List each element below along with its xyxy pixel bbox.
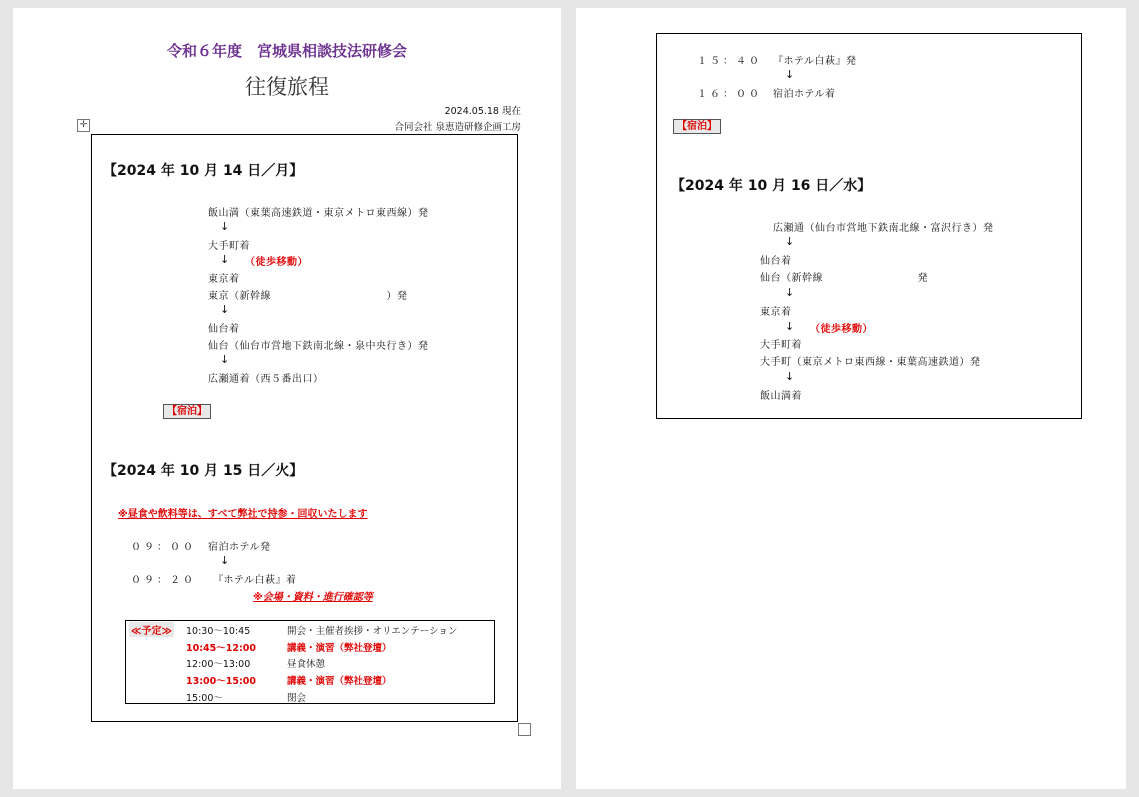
day2-header: 【2024 年 10 月 15 日／火】 [103, 463, 304, 479]
lunch-note: ※昼食や飲料等は、すべて弊社で持参・回収いたします [118, 509, 368, 520]
day3-line: 大手町（東京メトロ東西線・東葉高速鉄道）発 [760, 357, 981, 368]
depart-text: 『ホテル白萩』発 [773, 56, 857, 67]
day1-line: 東京（新幹線 ）発 [208, 291, 408, 302]
schedule-label: ≪予定≫ [129, 622, 174, 637]
down-arrow-icon: ↓ [220, 220, 230, 233]
day1-line: 広瀬通着（西５番出口） [208, 374, 324, 385]
down-arrow-icon: ↓ [220, 554, 230, 567]
day3-line: 広瀬通（仙台市営地下鉄南北線・富沢行き）発 [773, 223, 994, 234]
table-move-handle-icon[interactable]: ✛ [77, 119, 90, 132]
arrive-text: 宿泊ホテル着 [773, 89, 836, 100]
day3-line: 大手町着 [760, 340, 802, 351]
day3-line: 仙台（新幹線 発 [760, 273, 928, 284]
date-note: 2024.05.18 現在 [444, 106, 521, 117]
schedule-time: 15:00～ [186, 693, 223, 704]
down-arrow-icon: ↓ [220, 253, 230, 266]
day1-line: 仙台着 [208, 324, 240, 335]
day1-header: 【2024 年 10 月 14 日／月】 [103, 163, 304, 179]
day1-line: 仙台（仙台市営地下鉄南北線・泉中央行き）発 [208, 341, 429, 352]
arrive-time: ０９：２０ [131, 575, 196, 586]
day3-header: 【2024 年 10 月 16 日／水】 [671, 178, 872, 194]
arrive-time: １６：００ [697, 89, 762, 100]
down-arrow-icon: ↓ [220, 353, 230, 366]
venue-note: ※会場・資料・進行確認等 [253, 592, 373, 603]
document-subtitle: 往復旅程 [245, 75, 329, 99]
down-arrow-icon: ↓ [220, 303, 230, 316]
company-name: 合同会社 泉恵造研修企画工房 [394, 122, 521, 133]
table-resize-handle-icon[interactable] [518, 723, 531, 736]
day3-line: 仙台着 [760, 256, 792, 267]
day1-line: 東京着 [208, 274, 240, 285]
schedule-time: 12:00～13:00 [186, 659, 251, 670]
schedule-time: 10:45～12:00 [186, 643, 256, 654]
schedule-text: 閉会 [287, 693, 307, 704]
schedule-text: 講義・演習（弊社登壇） [287, 643, 392, 654]
schedule-text: 開会・主催者挨拶・オリエンテーション [287, 626, 458, 637]
day3-line: 東京着 [760, 307, 792, 318]
document-title: 令和６年度 宮城県相談技法研修会 [166, 42, 407, 60]
document-page-1 [13, 8, 561, 789]
walk-note: （徒歩移動） [245, 257, 308, 268]
schedule-time: 10:30～10:45 [186, 626, 251, 637]
walk-note: （徒歩移動） [810, 324, 873, 335]
depart-time: ０９：００ [131, 542, 196, 553]
down-arrow-icon: ↓ [785, 235, 795, 248]
down-arrow-icon: ↓ [785, 286, 795, 299]
day3-line: 飯山満着 [760, 391, 802, 402]
document-page-2 [576, 8, 1126, 789]
arrive-text: 『ホテル白萩』着 [213, 575, 297, 586]
down-arrow-icon: ↓ [785, 320, 795, 333]
schedule-text: 昼食休憩 [287, 659, 326, 670]
stay-badge: 【宿泊】 [163, 404, 211, 419]
down-arrow-icon: ↓ [785, 68, 795, 81]
stay-badge: 【宿泊】 [673, 119, 721, 134]
depart-time: １５：４０ [697, 56, 762, 67]
depart-text: 宿泊ホテル発 [208, 542, 271, 553]
schedule-time: 13:00～15:00 [186, 676, 256, 687]
day1-line: 飯山満（東葉高速鉄道・東京メトロ東西線）発 [208, 208, 429, 219]
schedule-text: 講義・演習（弊社登壇） [287, 676, 392, 687]
day1-line: 大手町着 [208, 241, 250, 252]
down-arrow-icon: ↓ [785, 370, 795, 383]
